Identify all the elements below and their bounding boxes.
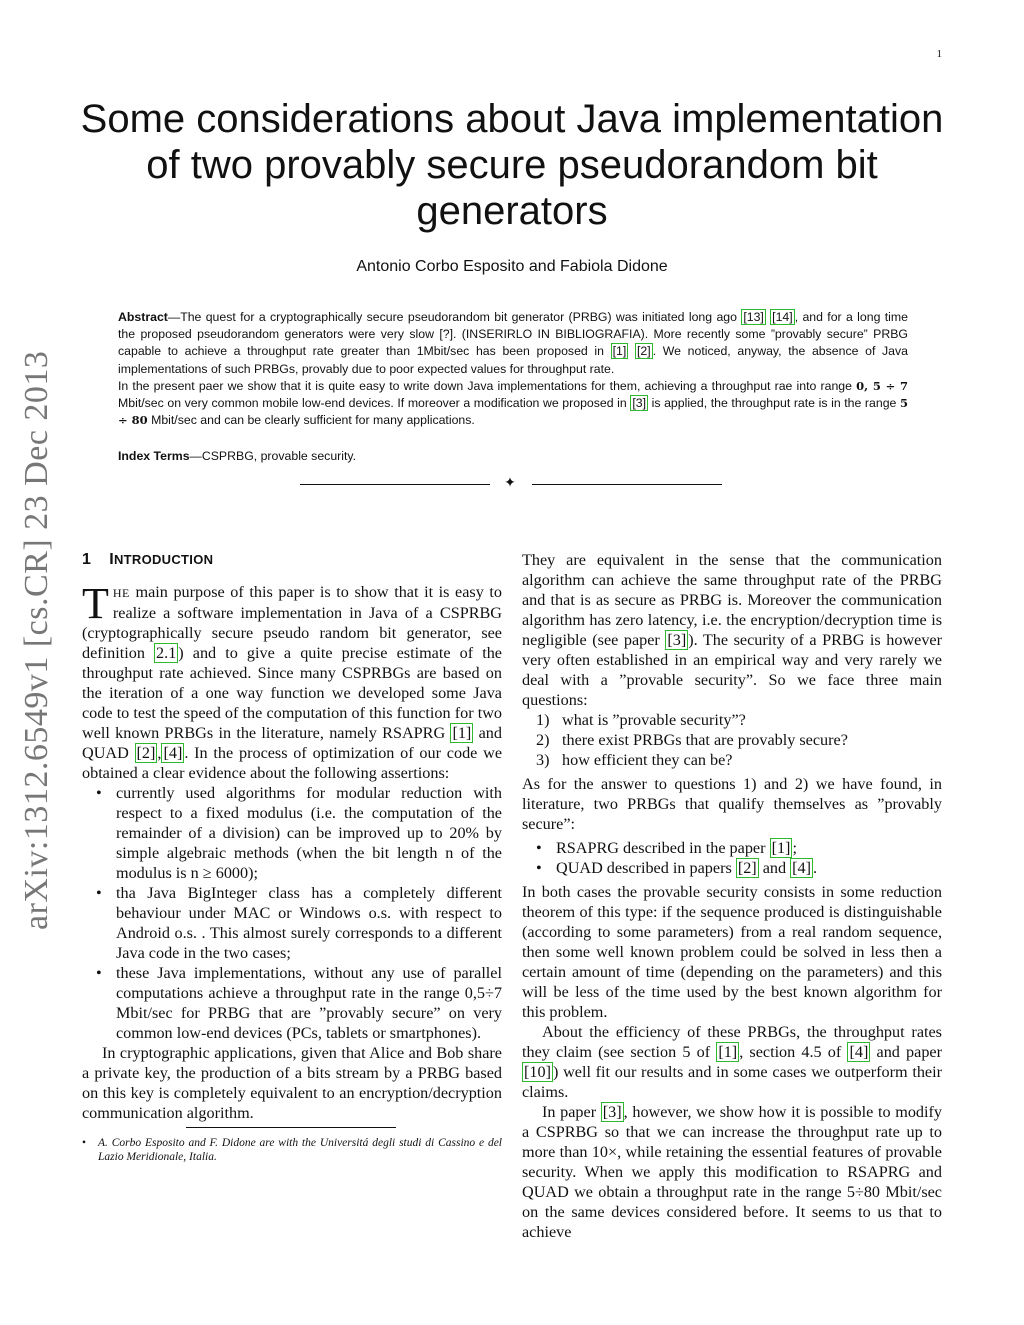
body-text: , [157,744,162,762]
list-item [536,750,942,770]
citation-link[interactable]: [1] [771,839,791,857]
definition-link[interactable]: 2.1 [156,644,177,662]
footnote [82,1136,502,1164]
body-text: , section 4.5 of [739,1043,848,1061]
body-paragraph: In cryptographic applications, given that Alice and Bob share a private key, the production of a bits stream by a PRBG based on this key is completely equivalent to an encryption/decryption communication algorithm. [82,1044,502,1122]
section-title-initial: I [109,551,114,568]
prbg-list [522,838,942,878]
body-text: , however, we show how it is possible to modify a CSPRBG so that we can increase the throughput rate up to more than 10×, while retaining the essential features of provable security. When we apply this modification to RSAPRG and QUAD we obtain a throughput rate in the range 5÷80 Mbit/sec on the same devices considered before. It seems to us that to achieve [522,1103,942,1241]
citation-link[interactable]: [14] [772,310,793,324]
diamond-icon: ✦ [504,476,516,491]
body-text: ) well fit our results and in some cases we outperform their claims. [522,1063,942,1101]
citation-link[interactable]: [1] [612,344,627,359]
section-divider [300,476,724,492]
dropcap: T [82,579,109,628]
questions-list [522,710,942,770]
abstract-text: In the present paer we show that it is quite easy to write down Java implementations for them, achieving a throughput rae into range [118,378,857,393]
citation-link[interactable]: [3] [632,396,647,411]
list-item: • tha Java BigInteger class has a completely different behaviour under MAC or Windows o.s. with respect to Android o.s. . This almost surely corresponds to a different Java code in the two cases; [116,883,502,963]
body-text: They are equivalent in the sense that the communication algorithm can achieve the same throughput rate of the PRBG and that is as secure as PRBG is. Moreover the communication algorithm has zero latency, i.e. the encryption/decryption time is negligible (see paper [522,551,942,649]
list-item: • these Java implementations, without any use of parallel computations achieve a throughput rate in the range 0,5÷7 Mbit/sec for PRBG that are ”provably secure” on very common low-end devices (PCs, tablets or smartphones). [116,963,502,1043]
right-column [522,550,942,1242]
divider-line [300,484,490,485]
citation-link[interactable]: [1] [718,1043,738,1061]
index-terms-text: —CSPRBG, provable security. [189,449,357,463]
citation-link[interactable]: [4] [163,744,183,762]
intro-paragraph [82,579,503,783]
citation-link[interactable]: [4] [849,1043,869,1061]
section-heading [82,550,502,570]
abstract [118,309,908,429]
paper-title: Some considerations about Java implementation of two provably secure pseudorandom bit generators [80,97,944,233]
body-text: ) and to give a quite precise estimate of the throughput rate achieved. Since many CSPRBGs are based on the iteration of a one way function we developed some Java code to test the speed of the computation of this function for two well known PRBGs in the literature, namely RSAPRG [82,644,502,742]
abstract-text: , and for a long time the proposed pseudorandom generators were very slow [?]. (INSERIRLO IN BIBLIOGRAFIA). More recently some ”provably secure” PRBG capable to achieve a throughput rate greater than 1Mbit/sec has been proposed in [118,310,908,359]
list-item [556,838,942,858]
body-paragraph: In both cases the provable security consists in some reduction theorem of this type: if the sequence produced is distinguishable (according to some parameters) from a real random sequence, then some well known problem could be solved in less then a certain amount of time (depending on the parameters) and this will be less of the time used by the best known algorithm for this problem. [522,883,942,1021]
list-text: . [813,859,818,877]
assertions-list [82,783,502,1043]
list-item [556,858,942,878]
body-text: . In the process of optimization of our code we obtained a clear evidence about the following assertions: [82,744,503,782]
list-text: and [758,859,791,877]
divider-line [532,484,722,485]
index-terms-label: Index Terms [118,449,190,463]
list-text: how efficient they can be? [562,751,733,769]
abstract-text: —The quest for a cryptographically secure pseudorandom bit generator (PRBG) was initiated long ago [167,310,742,324]
list-text: ; [792,839,797,857]
body-text: main purpose of this paper is to show that it is easy to realize a software implementation in Java of a CSPRBG (cryptographically secure pseudo random bit generator, see definition [82,583,502,662]
citation-link[interactable]: [3] [667,631,687,649]
section-title-rest: NTRODUCTION [113,552,214,567]
abstract-text: . We noticed, anyway, the absence of Java implementations of such PRBGs, provably due to poor expected values for throughput rate. [118,344,909,376]
body-text: ). The security of a PRBG is however very often established in an empirical way and very rarely we deal with a ”provable security”. So we face three main questions: [522,631,942,709]
footnote-text: A. Corbo Esposito and F. Didone are with the Universitá degli studi di Cassino e del Lazio Meridionale, Italia. [98,1137,502,1163]
citation-link[interactable]: [2] [637,344,651,359]
citation-link[interactable]: [2] [136,744,156,762]
body-paragraph [522,550,942,710]
body-text: and paper [870,1043,942,1061]
body-text: and QUAD [82,724,502,762]
list-text: what is ”provable security”? [562,711,746,729]
list-item [536,710,942,730]
authors: Antonio Corbo Esposito and Fabiola Didone [356,258,668,275]
list-text: there exist PRBGs that are provably secure? [562,731,848,749]
section-number: 1 [82,551,92,568]
index-terms [118,449,908,463]
list-item [536,730,942,750]
body-paragraph: As for the answer to questions 1) and 2) we have found, in literature, two PRBGs that qualify themselves as ”provably secure”: [522,775,942,833]
list-text: RSAPRG described in the paper [556,839,770,857]
footnote-bullet-icon: • [82,1137,87,1149]
abstract-text: Mbit/sec on very common mobile low-end devices. If moreover a modification we proposed in [118,396,631,411]
arxiv-stamp[interactable]: arXiv:1312.6549v1 [cs.CR] 23 Dec 2013 [18,350,55,930]
citation-link[interactable]: [3] [602,1103,622,1121]
body-text: In paper [542,1103,601,1121]
page-number: 1 [936,48,942,60]
body-paragraph [522,1102,942,1242]
list-text: QUAD described in papers [556,859,736,877]
abstract-text: is applied, the throughput rate is in the range [648,396,900,411]
math-range: 5 ÷ 80 [118,396,908,428]
citation-link[interactable]: [4] [792,859,812,877]
body-text: About the efficiency of these PRBGs, the throughput rates they claim (see section 5 of [522,1023,942,1061]
list-item: • currently used algorithms for modular reduction with respect to a fixed modulus (i.e. the computation of the remainder of a division) can be improved up to 20% by simple algebraic methods (when the bit length n of the modulus is n ≥ 6000); [116,783,502,883]
list-number: 1) [536,711,550,729]
citation-link[interactable]: [2] [737,859,757,877]
list-number: 2) [536,731,550,749]
citation-link[interactable]: [13] [743,310,764,324]
abstract-label: Abstract [118,310,168,324]
left-column [82,550,502,1164]
list-number: 3) [536,751,550,769]
citation-link[interactable]: [10] [524,1063,551,1081]
abstract-text: Mbit/sec and can be clearly sufficient for many applications. [147,413,475,428]
math-range: 0, 5 ÷ 7 [856,378,908,393]
body-paragraph [522,1022,942,1102]
small-caps-text: HE [112,586,130,600]
footnote-rule [186,1127,396,1128]
citation-link[interactable]: [1] [452,724,472,742]
